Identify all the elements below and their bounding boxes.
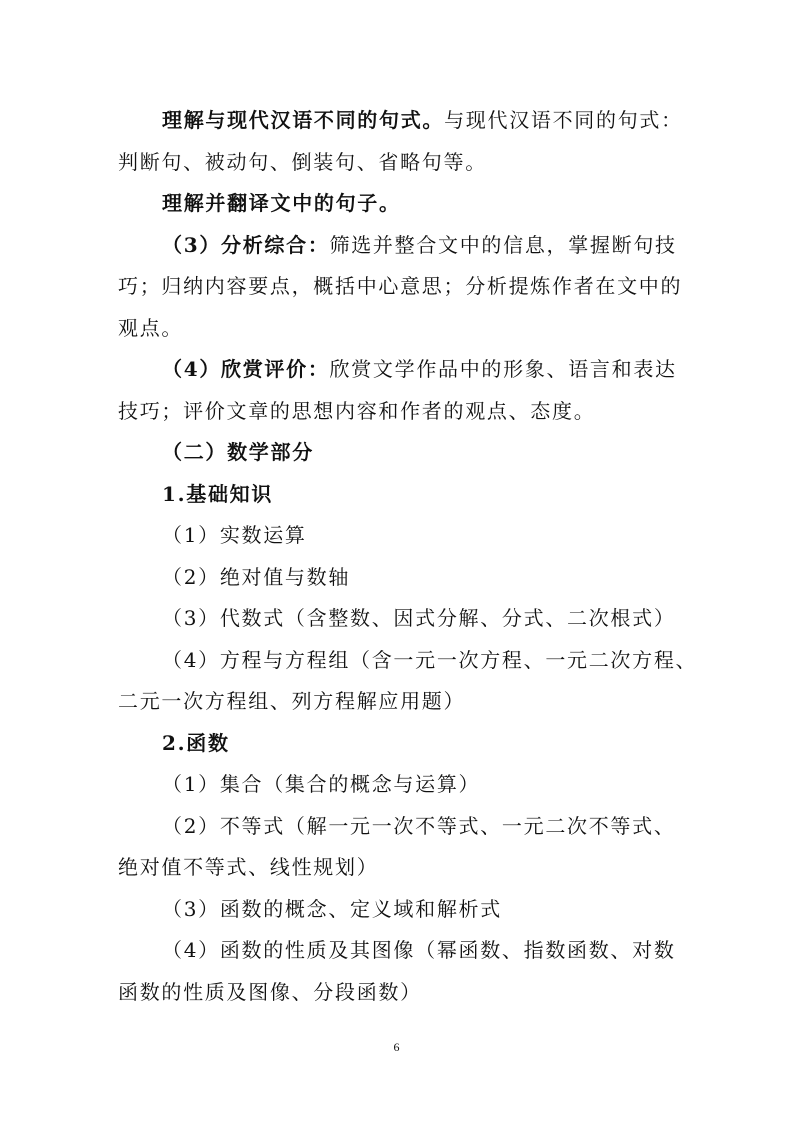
- bold-heading: 2.函数: [162, 730, 230, 755]
- page-number: 6: [393, 1040, 400, 1054]
- body-text: 欣赏文学作品中的形象、语言和表达: [329, 357, 677, 381]
- bold-heading: （二）数学部分: [162, 440, 314, 464]
- list-item: [118, 515, 678, 557]
- bold-heading: 理解与现代汉语不同的句式。: [162, 108, 445, 132]
- list-item-continued: [118, 972, 678, 1014]
- body-text: （1）集合（集合的概念与运算）: [162, 772, 481, 796]
- appreciation-heading-line: [118, 349, 678, 391]
- body-text: （4）方程与方程组（含一元一次方程、一元二次方程、: [162, 647, 698, 672]
- body-text: 与现代汉语不同的句式：: [444, 108, 683, 132]
- analysis-end-line: [118, 308, 678, 350]
- body-text: （1）实数运算: [162, 523, 307, 547]
- math-section-heading: [118, 432, 678, 474]
- list-item: [118, 598, 678, 640]
- analysis-heading-line: [118, 225, 678, 267]
- list-item: [118, 806, 678, 848]
- list-item: [118, 930, 678, 972]
- basic-knowledge-heading: [118, 474, 678, 516]
- bold-heading: 理解并翻译文中的句子。: [162, 191, 401, 215]
- body-text: 技巧；评价文章的思想内容和作者的观点、态度。: [118, 398, 596, 423]
- appreciation-continued-line: [118, 391, 678, 433]
- body-text: （2）不等式（解一元一次不等式、一元二次不等式、: [162, 813, 676, 838]
- body-text: （3）代数式（含整数、因式分解、分式、二次根式）: [162, 606, 676, 630]
- translate-heading-line: [118, 183, 678, 225]
- functions-heading: [118, 723, 678, 765]
- list-item: [118, 764, 678, 806]
- body-text: 筛选并整合文中的信息，掌握断句技: [329, 232, 677, 257]
- body-text: （4）函数的性质及其图像（幂函数、指数函数、对数: [162, 938, 676, 962]
- list-item-continued: [118, 847, 678, 889]
- body-text: 绝对值不等式、线性规划）: [118, 855, 379, 879]
- body-text: （2）绝对值与数轴: [162, 564, 351, 589]
- body-text: （3）函数的概念、定义域和解析式: [162, 896, 502, 921]
- body-text: 函数的性质及图像、分段函数）: [118, 979, 422, 1004]
- sentence-structure-line: [118, 100, 683, 142]
- body-text: 二元一次方程组、列方程解应用题）: [118, 689, 466, 713]
- list-item: [118, 557, 678, 599]
- body-text: 观点。: [118, 315, 184, 340]
- bold-heading: （4）欣赏评价：: [162, 357, 330, 381]
- list-item-continued: [118, 681, 678, 723]
- list-item: [118, 640, 698, 682]
- sentence-types-line: [118, 142, 678, 184]
- document-body: [118, 100, 698, 1013]
- list-item: [118, 889, 678, 931]
- body-text: 巧；归纳内容要点，概括中心意思；分析提炼作者在文中的: [118, 274, 683, 298]
- bold-heading: （3）分析综合：: [162, 232, 330, 257]
- analysis-continued-line: [118, 266, 683, 308]
- bold-heading: 1.基础知识: [162, 481, 274, 506]
- body-text: 判断句、被动句、倒装句、省略句等。: [118, 149, 487, 174]
